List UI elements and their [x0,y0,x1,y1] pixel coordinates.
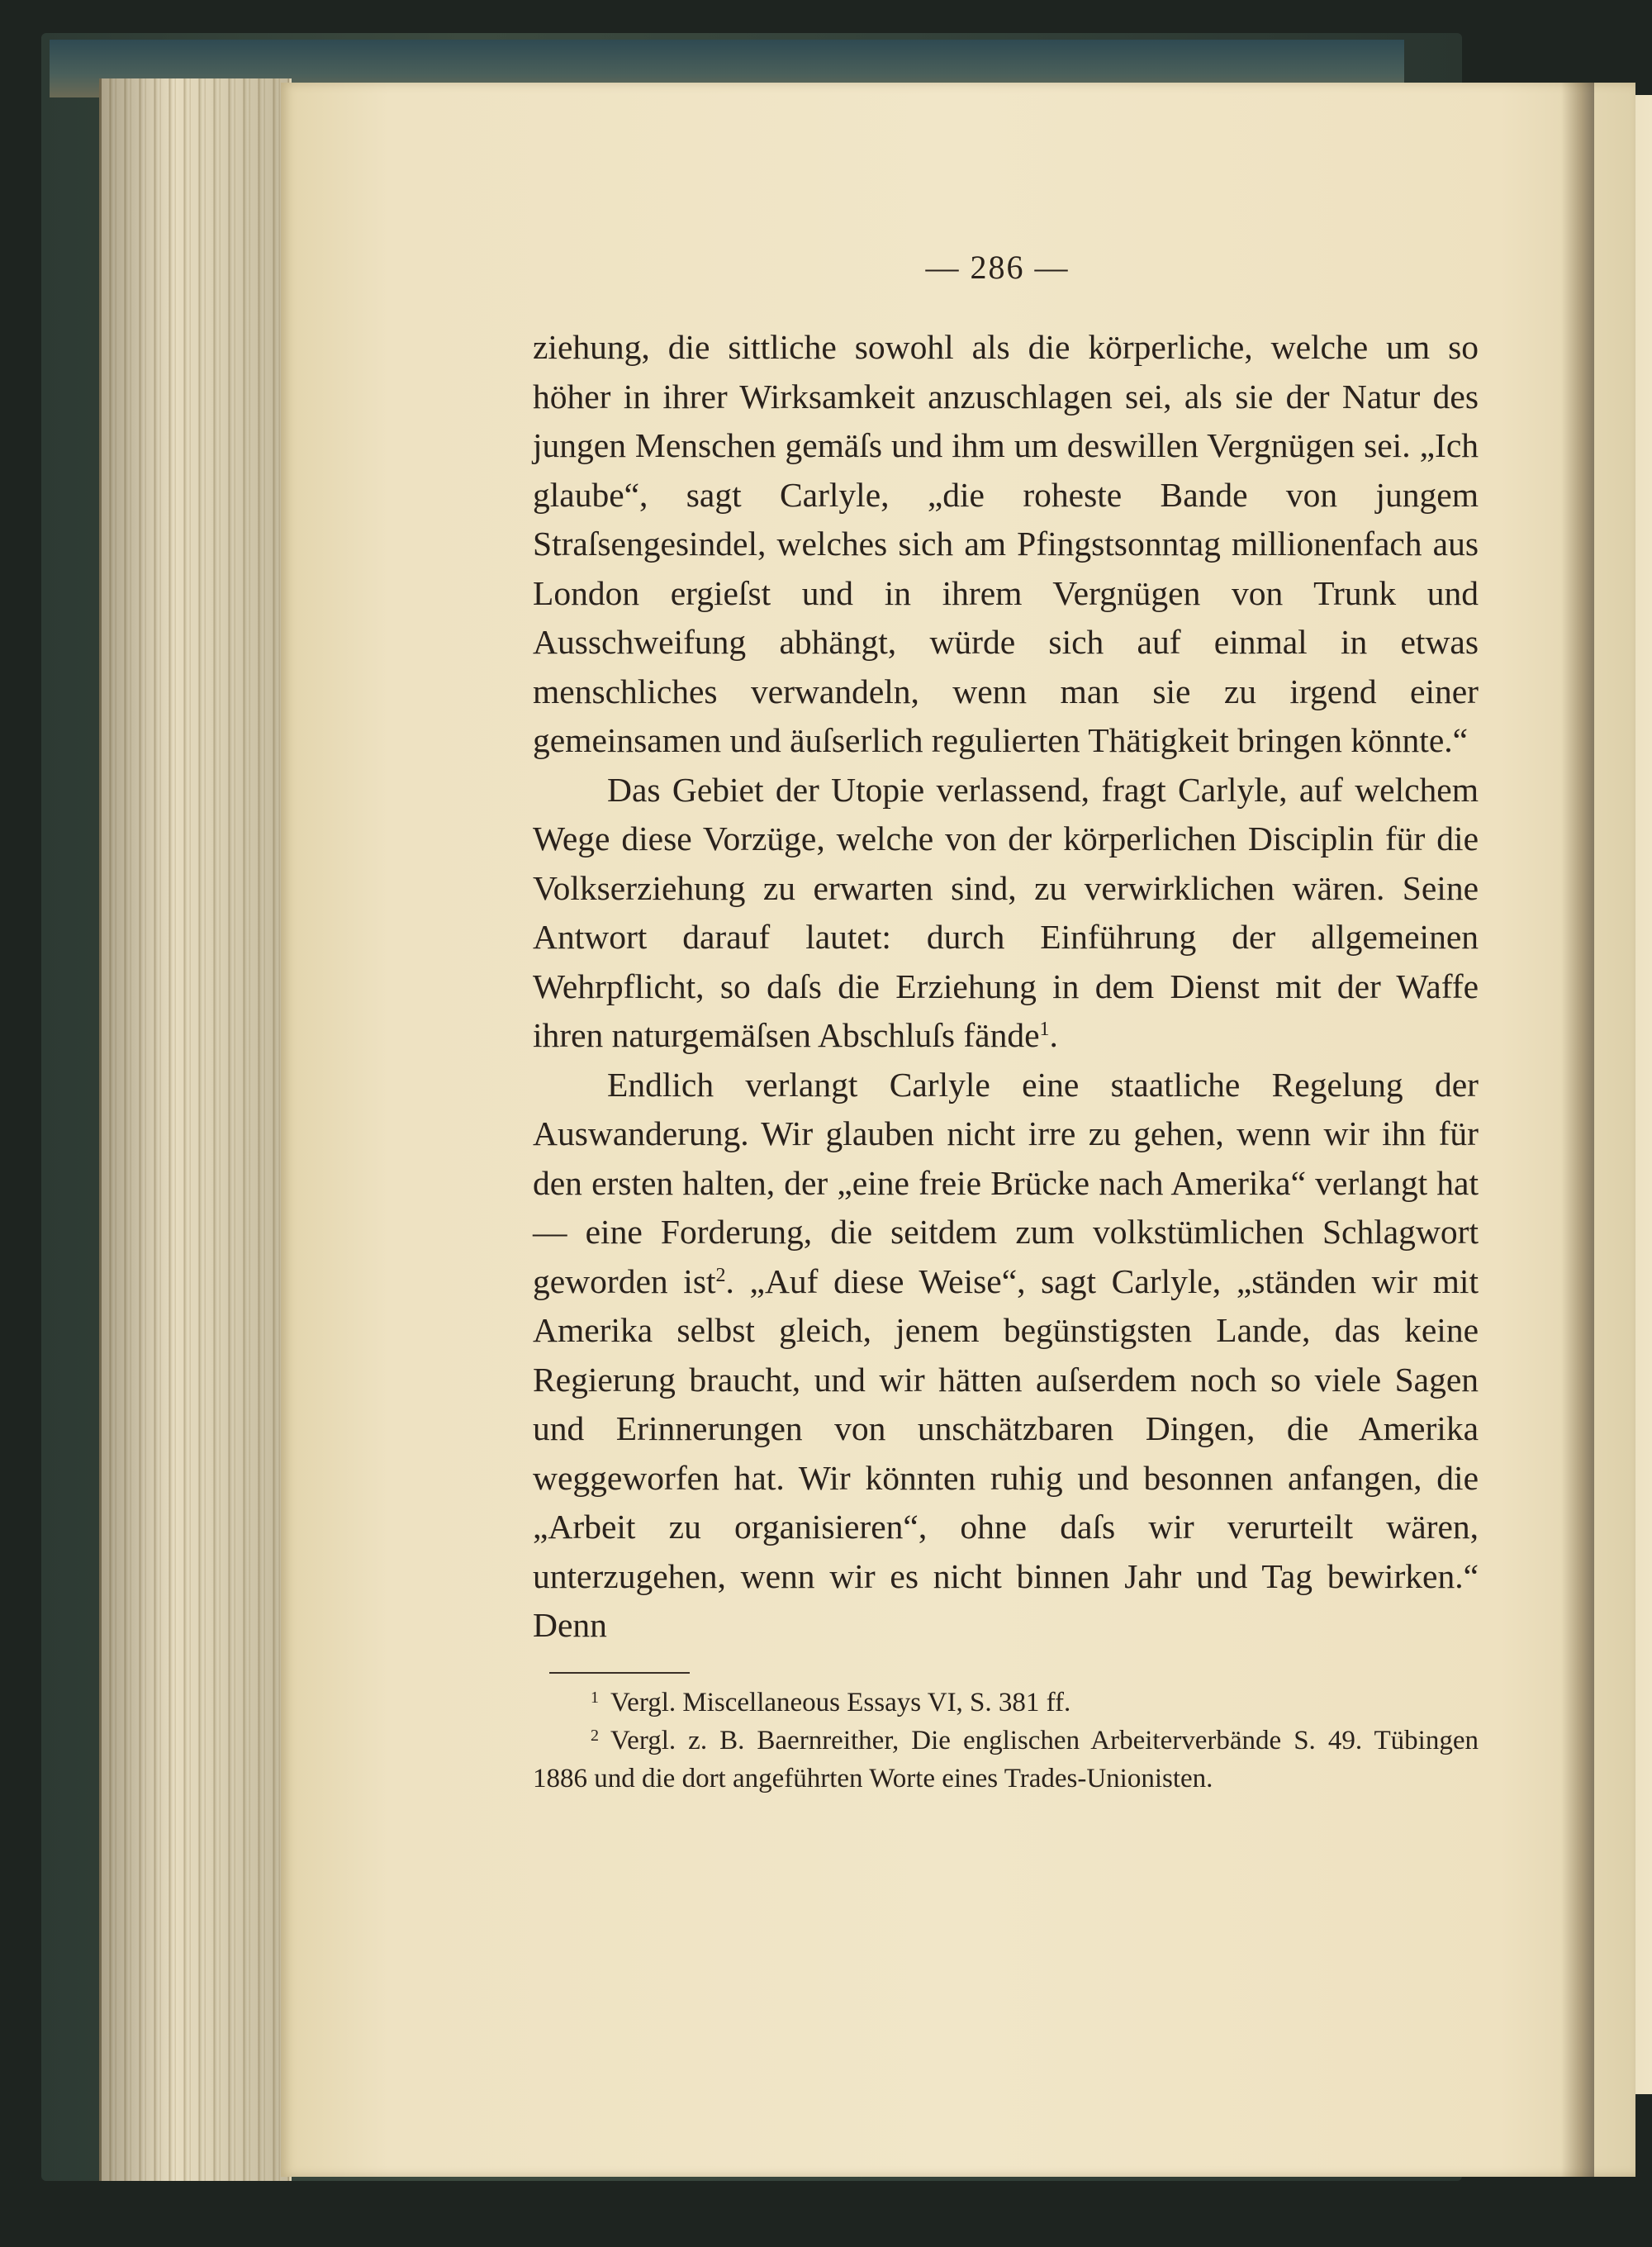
paragraph-1 [533,323,1479,766]
footnote-divider [549,1672,690,1674]
footnotes [533,1684,1479,1798]
page-edges-shading [99,78,289,2181]
footnote-1-text: Vergl. Miscellaneous Essays VI, S. 381 ff. [610,1687,1071,1717]
footnote-ref-2: 2 [715,1264,726,1286]
page-number: — 286 — [925,249,1070,286]
paragraph-2-text: Das Gebiet der Utopie verlassend, fragt Carlyle, auf welchem Wege diese Vorzüge, welche von der körperlichen Disciplin für die Volkserziehung zu erwarten sind, zu verwirklichen wären. Seine Antwort darauf lautet: durch Einführung der allgemeinen Wehrpflicht, so daſs die Erziehung in dem Dienst mit der Waffe ihren naturgemäſsen Abschluſs fände [533,770,1479,1054]
body-text [533,323,1479,1651]
paragraph-2 [533,766,1479,1061]
page-content [533,248,1479,1798]
paragraph-3-text-a: Endlich verlangt Carlyle eine staatliche Regelung der Auswanderung. Wir glauben nicht irre zu gehen, wenn wir ihn für den ersten halten, der „eine freie Brücke nach Amerika“ verlangt hat — eine Forderung, die seitdem zum volkstümlichen Schlagwort geworden ist [533,1065,1479,1300]
paragraph-1-text: ziehung, die sittliche sowohl als die körperliche, welche um so höher in ihrer Wirksamkeit anzuschlagen sei, als sie der Natur des jungen Menschen gemäſs und ihm um deswillen Vergnügen sei. „Ich glaube“, sagt Carlyle, „die roheste Bande von jungem Straſsengesindel, welches sich am Pfingstsonntag millionenfach aus London ergieſst und in ihrem Vergnügen von Trunk und Ausschweifung abhängt, würde sich auf einmal in etwas menschliches verwandeln, wenn man sie zu irgend einer gemeinsamen und äuſserlich regulierten Thätigkeit bringen könnte.“ [533,328,1479,759]
paragraph-3 [533,1061,1479,1651]
footnote-2 [533,1722,1479,1798]
gutter-shadow [1561,83,1594,2177]
footnote-2-mark: 2 [591,1726,599,1745]
footnote-ref-1: 1 [1039,1019,1050,1040]
footnote-2-text: Vergl. z. B. Baernreither, Die englischen Arbeiterverbände S. 49. Tübingen 1886 und die dort angeführten Worte eines Trades-Unionisten. [533,1725,1479,1793]
footnote-1-mark: 1 [591,1688,599,1707]
paragraph-2-tail: . [1049,1016,1058,1054]
paragraph-3-text-b: . „Auf diese Weise“, sagt Carlyle, „ständen wir mit Amerika selbst gleich, jenem begünstigsten Lande, das keine Regierung braucht, und wir hätten auſserdem noch so viele Sagen und Erinnerungen von unschätzbaren Dingen, die Amerika weggeworfen hat. Wir könnten ruhig und besonnen anfangen, die „Arbeit zu organisieren“, ohne daſs wir verurteilt wären, unterzugehen, wenn wir es nicht binnen Jahr und Tag bewirken.“ Denn [533,1261,1479,1644]
footnote-1 [533,1684,1479,1722]
